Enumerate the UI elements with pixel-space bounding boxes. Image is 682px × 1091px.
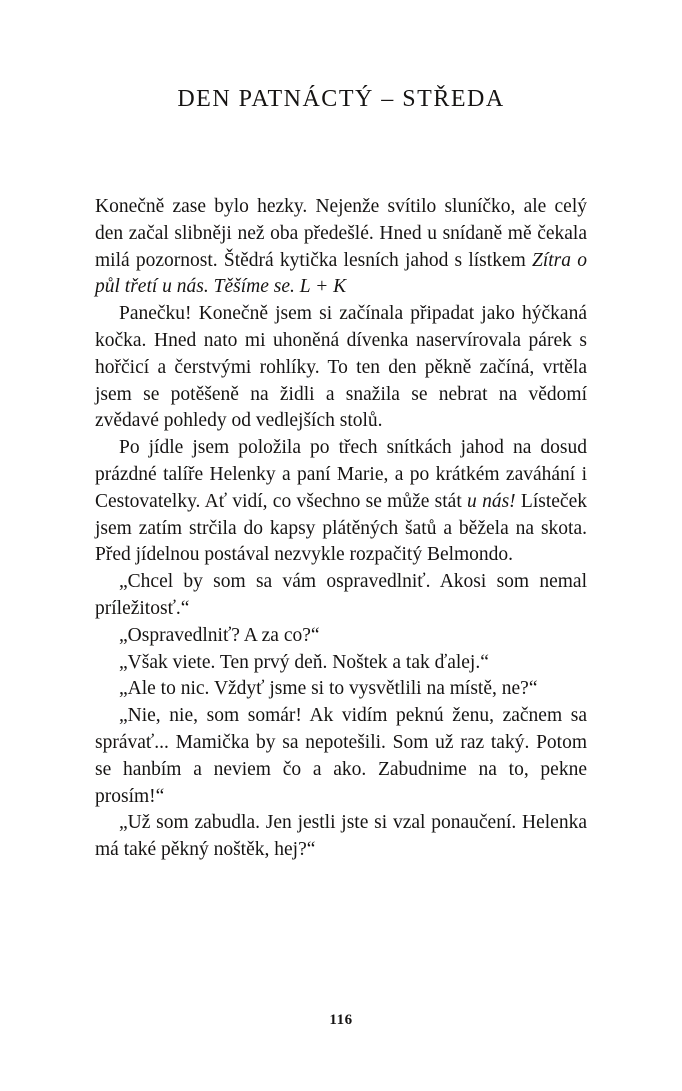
text-segment: „Už som zabudla. Jen jestli jste si vzal ponaučení. Helenka má také pěkný noštěk, hej?“ [95,812,587,861]
paragraph [95,569,587,623]
paragraph [95,194,587,301]
text-segment: „Ale to nic. Vždyť jsme si to vysvětlili na místě, ne?“ [119,678,538,700]
italic-text-segment: Zítra o půl třetí u nás. Těšíme se. L + K [95,249,587,298]
page-number: 116 [329,1012,353,1028]
text-segment: „Však viete. Ten prvý deň. Noštek a tak ďalej.“ [119,651,489,673]
paragraph [95,676,587,703]
text-segment: Po jídle jsem položila po třech snítkách jahod na dosud prázdné talíře Helenky a paní Marie, a po krátkém zaváhání i Cestovatelky. Ať vidí, co všechno se může stát [95,437,587,512]
text-segment: Lísteček jsem zatím strčila do kapsy plátěných šatů a běžela na skota. Před jídelnou postával nezvykle rozpačitý Belmondo. [95,490,587,566]
paragraph [95,435,587,569]
paragraph [95,810,587,864]
text-segment: „Nie, nie, som somár! Ak vidím peknú ženu, začnem sa správať... Mamička by sa nepotešili. Som už raz taký. Potom se hanbím a neviem čo a ako. Zabudnime na to, pekne prosím!“ [95,705,587,807]
text-segment: „Chcel by som sa vám ospravedlniť. Akosi som nemal príležitosť.“ [95,571,587,619]
text-segment: Konečně zase bylo hezky. Nejenže svítilo sluníčko, ale celý den začal slibněji než oba předešlé. Hned u snídaně mě čekala milá pozornost. Štědrá kytička lesních jahod s lístkem [95,196,587,271]
paragraph [95,703,587,810]
italic-text-segment: u nás! [467,490,516,512]
text-segment: „Ospravedlniť? A za co?“ [119,624,320,646]
body-text [95,194,587,864]
paragraph [95,650,587,677]
paragraph [95,623,587,650]
chapter-title: DEN PATNÁCTÝ – STŘEDA [177,86,505,112]
text-segment: Panečku! Konečně jsem si začínala připadat jako hýčkaná kočka. Hned nato mi uhoněná dívenka naservírovala párek s hořčicí a čerstvými rohlíky. To ten den pěkně začíná, vrtěla jsem se potěšeně na židli a snažila se nebrat na vědomí zvědavé pohledy od vedlejších stolů. [95,303,587,432]
paragraph [95,301,587,435]
